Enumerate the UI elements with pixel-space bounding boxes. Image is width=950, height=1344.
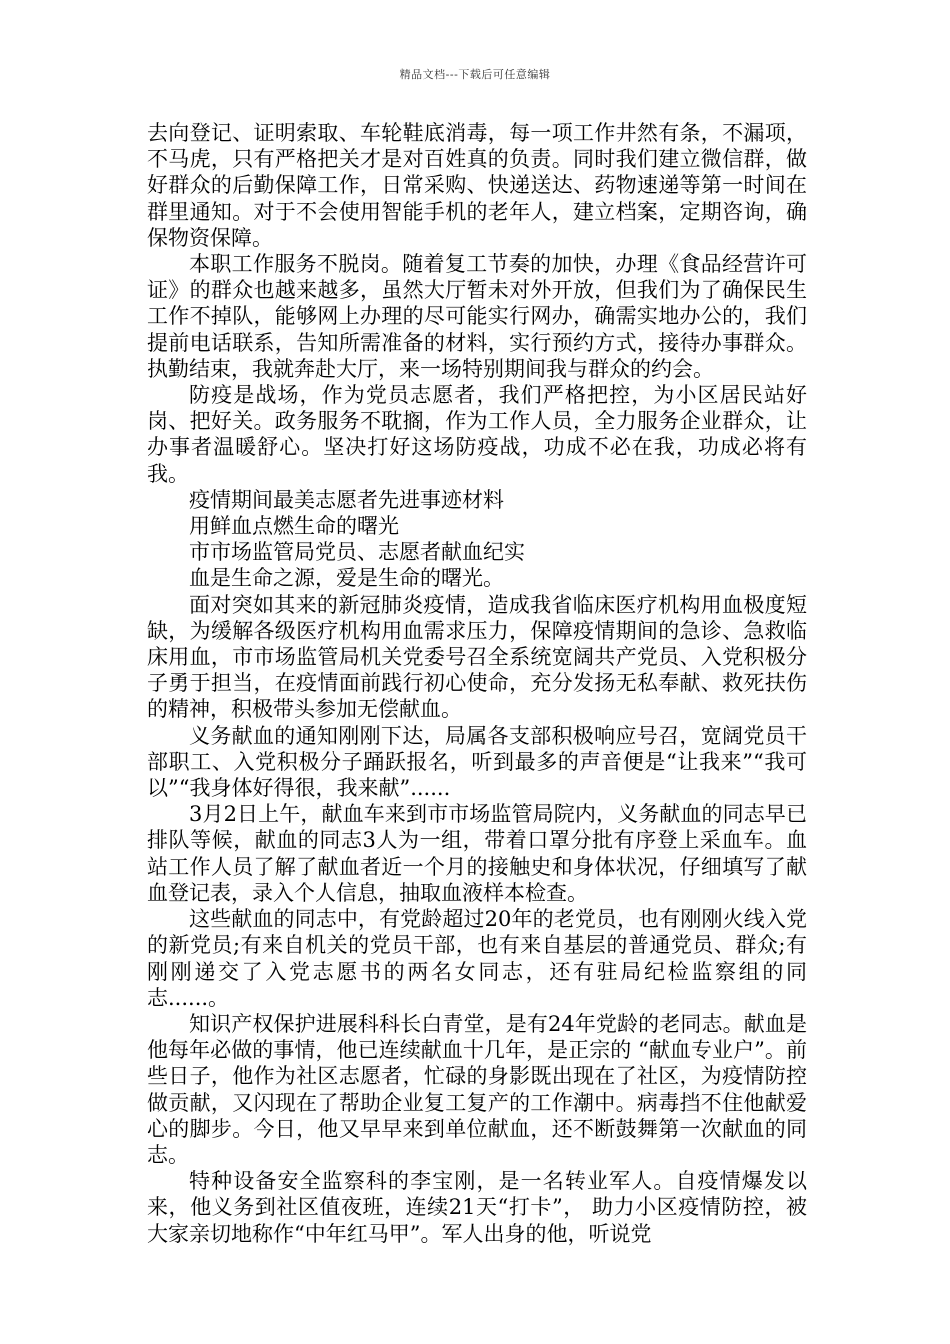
paragraph: 特种设备安全监察科的李宝刚，是一名转业军人。自疫情爆发以来，他义务到社区值夜班，连续21天“打卡”， 助力小区疫情防控，被大家亲切地称作“中年红马甲”。军人出身的他，听说党	[147, 1169, 807, 1246]
document-body	[147, 120, 807, 1247]
article-subtitle: 市市场监管局党员、志愿者献血纪实	[189, 540, 525, 565]
page-header: 精品文档---下载后可任意编辑	[399, 68, 551, 81]
paragraph: 这些献血的同志中，有党龄超过20年的老党员，也有刚刚火线入党的新党员;有来自机关的党员干部，也有来自基层的普通党员、群众;有刚刚递交了入党志愿书的两名女同志，还有驻局纪检监察组的同志......。	[147, 907, 807, 1010]
paragraph: 去向登记、证明索取、车轮鞋底消毒，每一项工作井然有条，不漏项，不马虎，只有严格把关才是对百姓真的负责。同时我们建立微信群，做好群众的后勤保障工作，日常采购、快递送达、药物速递等第一时间在群里通知。对于不会使用智能手机的老年人，建立档案，定期咨询，确保物资保障。	[147, 121, 807, 250]
paragraph: 知识产权保护进展科科长白青堂，是有24年党龄的老同志。献血是他每年必做的事情，他已连续献血十几年，是正宗的 “献血专业户”。前些日子，他作为社区志愿者，忙碌的身影既出现在了社区，为疫情防控做贡献，又闪现在了帮助企业复工复产的工作潮中。病毒挡不住他献爱心的脚步。今日，他又早早来到单位献血，还不断鼓舞第一次献血的同志。	[147, 1011, 807, 1167]
paragraph: 面对突如其来的新冠肺炎疫情，造成我省临床医疗机构用血极度短缺，为缓解各级医疗机构用血需求压力，保障疫情期间的急诊、急救临床用血，市市场监管局机关党委号召全系统宽阔共产党员、入党积极分子勇于担当，在疫情面前践行初心使命，充分发扬无私奉献、救死扶伤的精神，积极带头参加无偿献血。	[147, 592, 807, 722]
article-title: 疫情期间最美志愿者先进事迹材料	[189, 487, 504, 512]
article-subtitle: 用鲜血点燃生命的曙光	[189, 514, 399, 539]
paragraph: 本职工作服务不脱岗。随着复工节奏的加快，办理《食品经营许可证》的群众也越来越多，虽然大厅暂未对外开放，但我们为了确保民生工作不掉队，能够网上办理的尽可能实行网办，确需实地办公的，我们提前电话联系，告知所需准备的材料，实行预约方式，接待办事群众。执勤结束，我就奔赴大厅，来一场特别期间我与群众的约会。	[147, 252, 807, 381]
paragraph: 血是生命之源，爱是生命的曙光。	[189, 566, 504, 591]
paragraph: 防疫是战场，作为党员志愿者，我们严格把控，为小区居民站好岗、把好关。政务服务不耽搁，作为工作人员，全力服务企业群众，让办事者温暖舒心。坚决打好这场防疫战，功成不必在我，功成必将有我。	[147, 383, 807, 486]
paragraph: 3月2日上午，献血车来到市市场监管局院内，义务献血的同志早已排队等候，献血的同志3人为一组，带着口罩分批有序登上采血车。血站工作人员了解了献血者近一个月的接触史和身体状况，仔细填写了献血登记表，录入个人信息，抽取血液样本检查。	[147, 802, 807, 905]
paragraph: 义务献血的通知刚刚下达，局属各支部积极响应号召，宽阔党员干部职工、入党积极分子踊跃报名，听到最多的声音便是“让我来”“我可以”“我身体好得很，我来献”......	[147, 723, 807, 801]
